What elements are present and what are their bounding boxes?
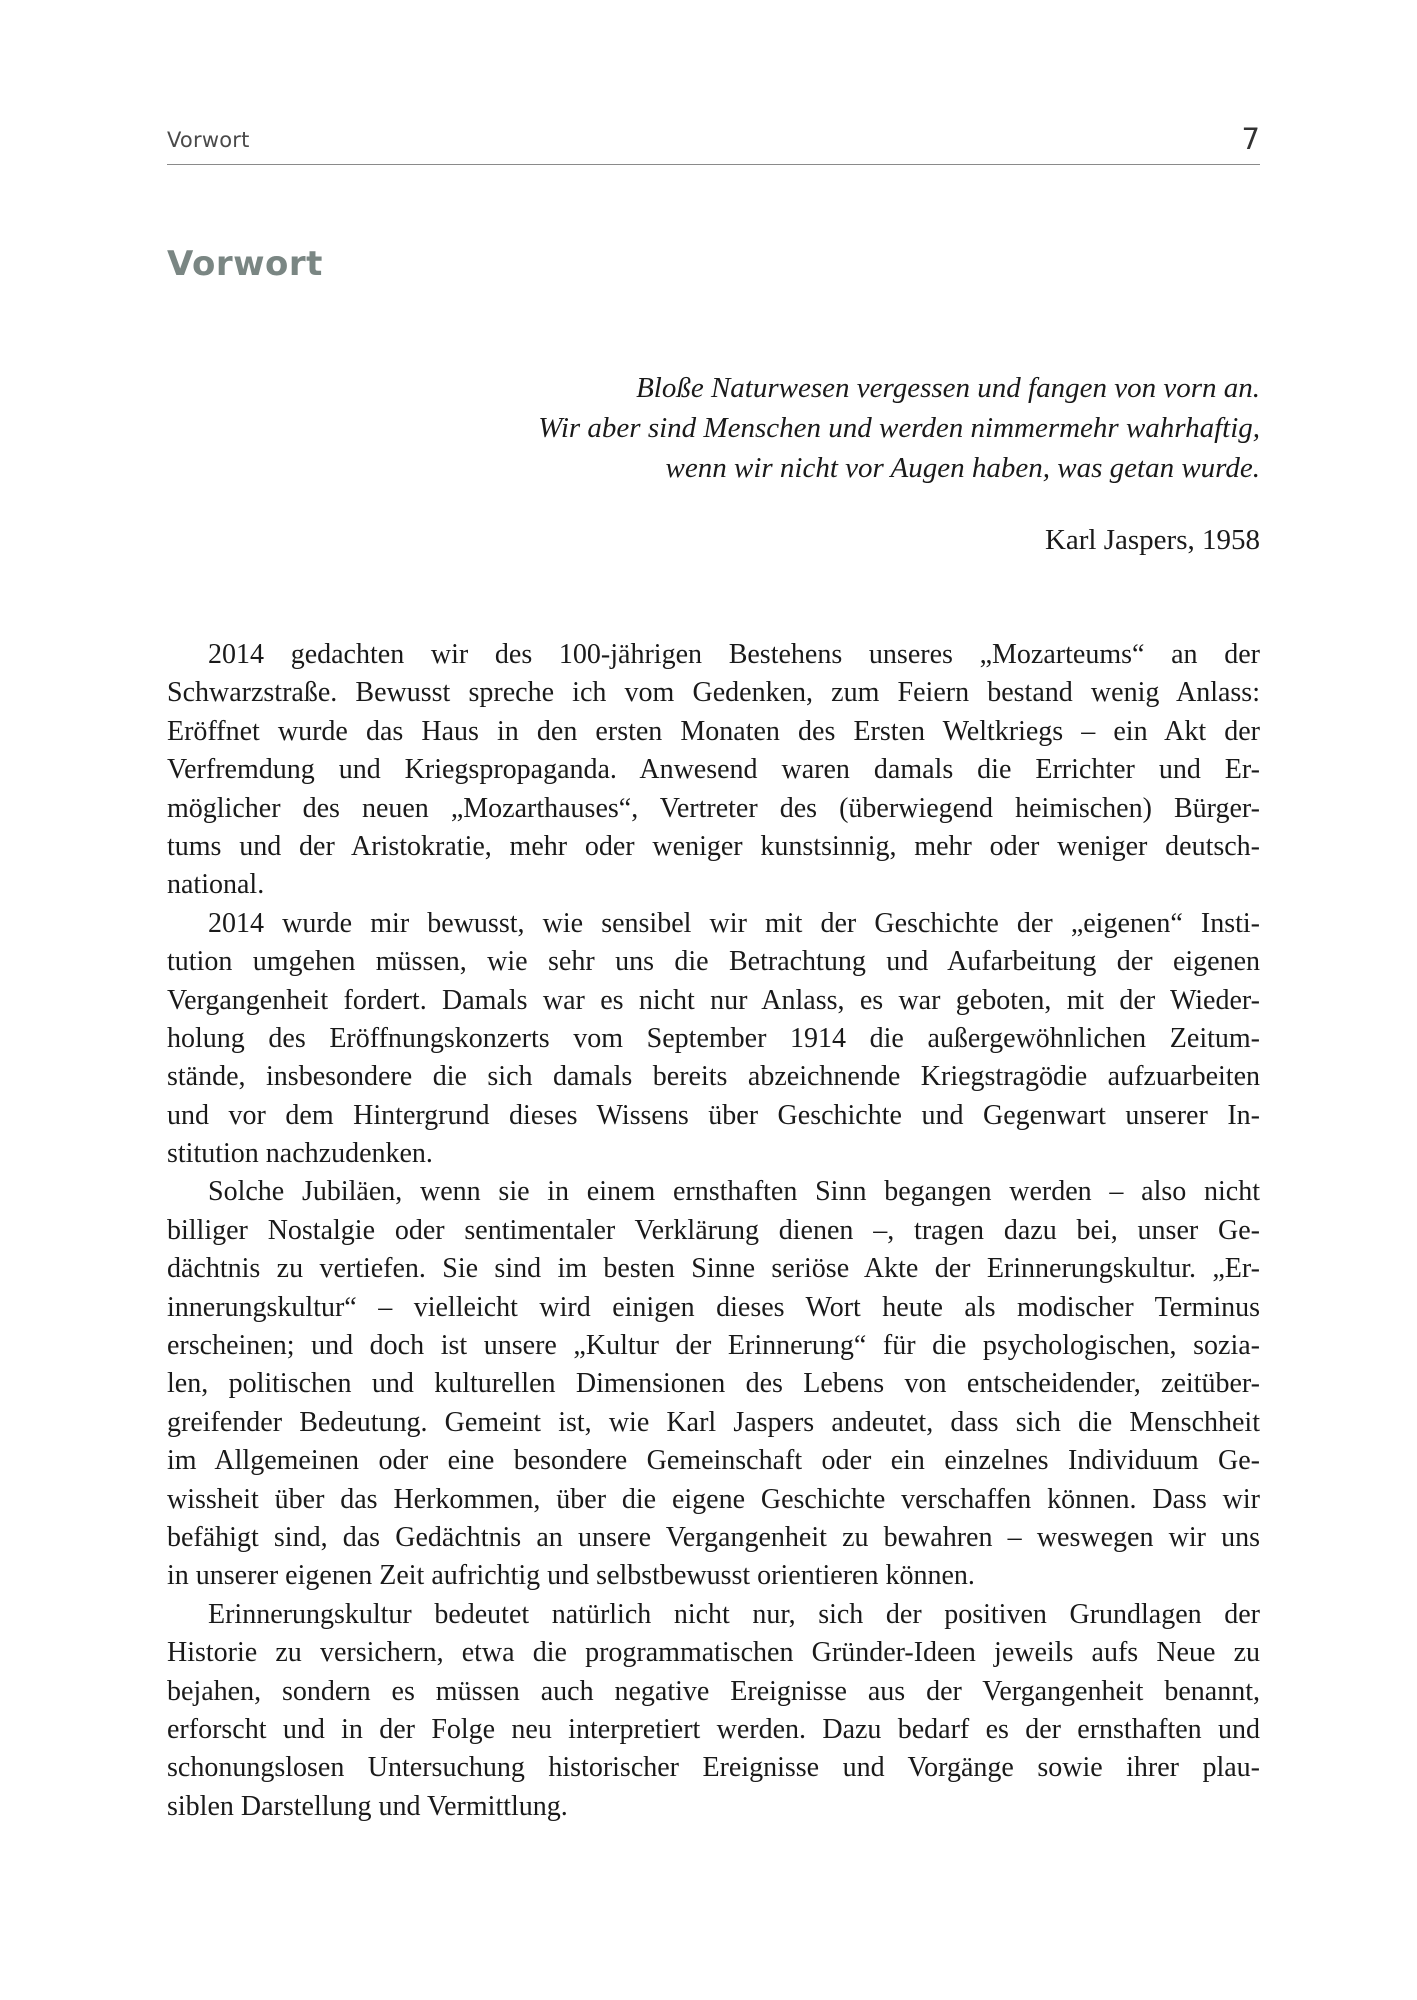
text-line: und vor dem Hintergrund dieses Wissens über Geschichte und Gegenwart unserer In- xyxy=(167,1099,1260,1131)
text-line: 2014 wurde mir bewusst, wie sensibel wir mit der Geschichte der „eigenen“ Insti- xyxy=(208,907,1260,939)
text-line: 2014 gedachten wir des 100-jährigen Bestehens unseres „Mozarteums“ an der xyxy=(208,639,1260,670)
body-text xyxy=(167,636,1260,1826)
text-line: greifender Bedeutung. Gemeint ist, wie Karl Jaspers andeutet, dass sich die Menschheit xyxy=(167,1406,1260,1438)
text-line: erscheinen; und doch ist unsere „Kultur der Erinnerung“ für die psychologischen, sozia- xyxy=(167,1330,1260,1362)
paragraph xyxy=(167,1596,1260,1826)
text-line: Solche Jubiläen, wenn sie in einem ernsthaften Sinn begangen werden – also nicht xyxy=(208,1176,1260,1208)
text-line: möglicher des neuen „Mozarthauses“, Vertreter des (überwiegend heimischen) Bürger- xyxy=(167,792,1260,824)
chapter-title: Vorwort xyxy=(167,244,323,284)
epigraph-line: Bloße Naturwesen vergessen und fangen von vorn an. xyxy=(636,372,1260,404)
text-line: Eröffnet wurde das Haus in den ersten Monaten des Ersten Weltkriegs – ein Akt der xyxy=(167,715,1260,747)
text-line: bejahen, sondern es müssen auch negative Ereignisse aus der Vergangenheit benannt, xyxy=(167,1675,1260,1707)
epigraph-line: Wir aber sind Menschen und werden nimmermehr wahrhaftig, xyxy=(538,412,1260,444)
text-line: tums und der Aristokratie, mehr oder weniger kunstsinnig, mehr oder weniger deutsch- xyxy=(167,830,1260,862)
text-line: in unserer eigenen Zeit aufrichtig und selbstbewusst orientieren können. xyxy=(167,1560,975,1592)
paragraph xyxy=(167,1173,1260,1595)
paragraph xyxy=(167,636,1260,905)
text-line: innerungskultur“ – vielleicht wird einigen dieses Wort heute als modischer Terminus xyxy=(167,1291,1260,1323)
epigraph-line: wenn wir nicht vor Augen haben, was getan wurde. xyxy=(665,452,1260,484)
text-line: Verfremdung und Kriegspropaganda. Anwesend waren damals die Errichter und Er- xyxy=(167,754,1260,786)
text-line: wissheit über das Herkommen, über die eigene Geschichte verschaffen können. Dass wir xyxy=(167,1483,1260,1515)
text-line: tution umgehen müssen, wie sehr uns die Betrachtung und Aufarbeitung der eigenen xyxy=(167,946,1260,978)
text-line: stitution nachzudenken. xyxy=(167,1138,433,1170)
text-line: siblen Darstellung und Vermittlung. xyxy=(167,1790,568,1822)
text-line: im Allgemeinen oder eine besondere Gemeinschaft oder ein einzelnes Individuum Ge- xyxy=(167,1445,1260,1477)
page-number: 7 xyxy=(1241,122,1260,156)
paragraph xyxy=(167,905,1260,1174)
text-line: Erinnerungskultur bedeutet natürlich nicht nur, sich der positiven Grundlagen der xyxy=(208,1598,1260,1630)
text-line: erforscht und in der Folge neu interpretiert werden. Dazu bedarf es der ernsthaften und xyxy=(167,1713,1260,1745)
text-line: stände, insbesondere die sich damals bereits abzeichnende Kriegstragödie aufzuarbeiten xyxy=(167,1061,1260,1093)
epigraph xyxy=(360,368,1260,488)
text-line: len, politischen und kulturellen Dimensionen des Lebens von entscheidender, zeitüber- xyxy=(167,1368,1260,1400)
running-title: Vorwort xyxy=(167,128,250,152)
text-line: Vergangenheit fordert. Damals war es nicht nur Anlass, es war geboten, mit der Wieder- xyxy=(167,984,1260,1016)
text-line: Schwarzstraße. Bewusst spreche ich vom Gedenken, zum Feiern bestand wenig Anlass: xyxy=(167,677,1260,709)
text-line: Historie zu versichern, etwa die programmatischen Gründer-Ideen jeweils aufs Neue zu xyxy=(167,1637,1260,1669)
text-line: billiger Nostalgie oder sentimentaler Verklärung dienen –, tragen dazu bei, unser Ge- xyxy=(167,1214,1260,1246)
running-header xyxy=(167,124,1260,165)
epigraph-attribution: Karl Jaspers, 1958 xyxy=(1044,524,1260,556)
text-line: holung des Eröffnungskonzerts vom September 1914 die außergewöhnlichen Zeitum- xyxy=(167,1022,1260,1054)
text-line: schonungslosen Untersuchung historischer Ereignisse und Vorgänge sowie ihrer plau- xyxy=(167,1752,1260,1784)
text-line: befähigt sind, das Gedächtnis an unsere Vergangenheit zu bewahren – weswegen wir uns xyxy=(167,1521,1260,1553)
text-line: dächtnis zu vertiefen. Sie sind im besten Sinne seriöse Akte der Erinnerungskultur. „Er- xyxy=(167,1253,1260,1285)
text-line: national. xyxy=(167,869,265,901)
